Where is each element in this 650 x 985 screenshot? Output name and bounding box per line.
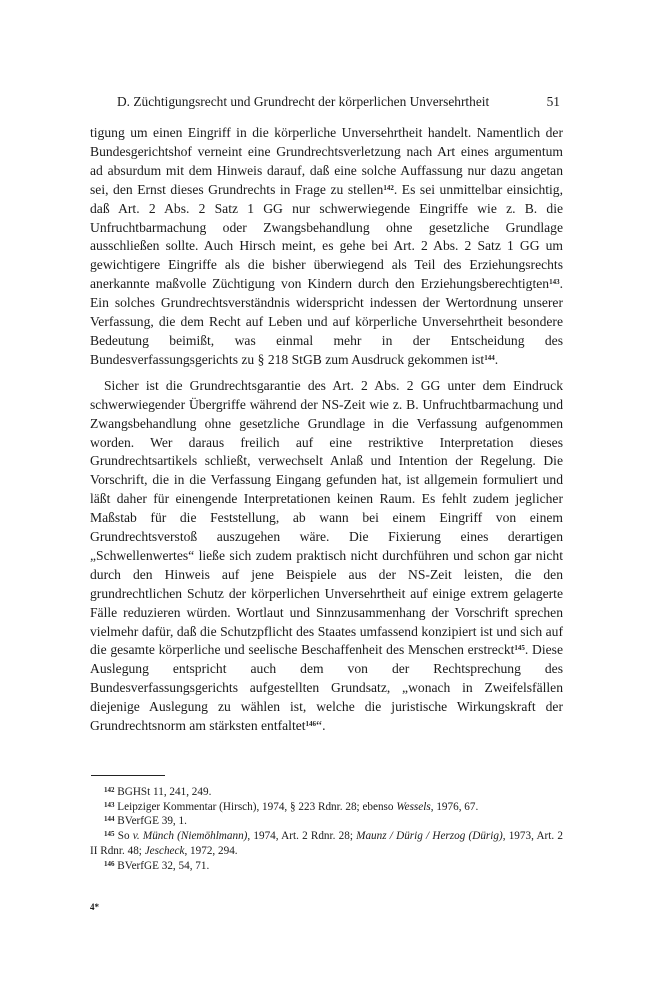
footnote-ref-142[interactable]: 142	[383, 183, 394, 192]
footnote-text: Leipziger Kommentar (Hirsch), 1974, § 223 Rdnr. 28; ebenso	[117, 800, 397, 813]
page-number: 51	[546, 94, 560, 109]
footnote-ref-145[interactable]: 145	[514, 644, 525, 653]
footnote-text: BVerfGE 39, 1.	[117, 815, 187, 828]
footnote-text: BGHSt 11, 241, 249.	[117, 786, 212, 798]
body-text	[90, 124, 563, 736]
footnote-number: 145	[104, 830, 115, 839]
footnote-number: 144	[104, 815, 115, 824]
footnote-author: Maunz / Dürig / Herzog (Dürig)	[356, 830, 503, 843]
running-head	[117, 93, 560, 111]
footnote-text: So	[117, 830, 133, 843]
footnote-146	[90, 859, 563, 874]
footnote-142	[90, 785, 563, 800]
footnote-number: 143	[104, 800, 115, 809]
paragraph-2	[90, 377, 563, 736]
running-head-title: D. Züchtigungsrecht und Grundrecht der körperlichen Unversehrtheit	[117, 94, 490, 109]
paragraph-text: .	[494, 351, 499, 367]
footnote-number: 146	[104, 859, 115, 868]
footnote-text: , 1974, Art. 2 Rdnr. 28;	[247, 830, 357, 843]
paragraph-1	[90, 124, 563, 370]
footnote-text: , 1973, Art. 2 II Rdnr. 48;	[90, 830, 563, 857]
footnote-divider	[91, 775, 165, 776]
footnote-ref-146[interactable]: 146	[305, 720, 317, 729]
footnote-144	[90, 814, 563, 829]
footnote-author: v. Münch (Niemöhlmann)	[132, 830, 248, 843]
paragraph-text: . Diese Auslegung entspricht auch dem von der Rechtsprechung des Bundesverfassungsgerichts aufgestellten Grundsatz, „wonach in Zweifelsfällen diejenige Auslegung zu wählen ist, welche die juristische Wirkungskraft der Grundrechtsnorm am stärksten entfaltet	[90, 642, 564, 734]
footnote-143	[90, 800, 563, 815]
signature-mark: 4*	[90, 902, 99, 912]
footnotes	[90, 785, 563, 873]
footnote-text: BVerfGE 32, 54, 71.	[117, 859, 210, 872]
footnote-author: Jescheck	[144, 844, 185, 857]
footnote-number: 142	[104, 786, 115, 794]
paragraph-text: Sicher ist die Grundrechtsgarantie des Art. 2 Abs. 2 GG unter dem Eindruck schwerwiegender Übergriffe während der NS-Zeit wie z. B. Unfruchtbarmachung und Zwangsbehandlung ohne gesetzliche Grundlage in die Verfassung aufgenommen worden. Wer daraus freilich auf eine restriktive Interpretation dieses Grundrechtsartikels schließt, verwechselt Anlaß und Intention der Regelung. Die Vorschrift, die in die Verfassung Eingang gefunden hat, ist allgemein formuliert und läßt daher für einengende Interpretationen keinen Raum. Es fehlt zudem jeglicher Maßstab für die Feststellung, ab wann bei einem Eingriff von einem Grundrechtsverstoß auszugehen wäre. Die Fixierung eines derartigen „Schwellenwertes“ ließe sich zudem praktisch nicht durchführen und schon gar nicht durch den Hinweis auf jene Beispiele aus der NS-Zeit leisten, die den grundrechtlichen Schutz der körperlichen Unversehrtheit auf einige extrem gelagerte Fälle reduzieren würden. Wortlaut und Sinnzusammenhang der Vorschrift sprechen vielmehr dafür, daß die Schutzpflicht des Staates umfassend konzipiert ist und sich auf die gesamte körperliche und seelische Beschaffenheit des Menschen erstreckt	[90, 377, 563, 658]
footnote-ref-143[interactable]: 143	[549, 278, 560, 287]
footnote-text: , 1976, 67.	[430, 800, 479, 813]
paragraph-text: . Ein solches Grundrechtsverständnis widerspricht indessen der Wertordnung unserer Verfassung, die dem Recht auf Leben und auf körperliche Unversehrtheit besondere Bedeutung beimißt, was einmal mehr in der Entscheidung des Bundesverfassungsgerichts zu § 218 StGB zum Ausdruck gekommen ist	[90, 276, 563, 367]
footnote-145	[90, 829, 563, 858]
paragraph-text: tigung um einen Eingriff in die körperliche Unversehrtheit handelt. Namentlich der Bundesgerichtshof verneint eine Grundrechtsverletzung nach Art eines argumentum ad absurdum mit dem Hinweis darauf, daß eine solche Auffassung nur dazu angetan sei, den Ernst dieses Grundrechts in Frage zu stellen	[90, 125, 563, 197]
footnote-text: , 1972, 294.	[184, 844, 238, 857]
paragraph-text: “.	[316, 718, 326, 734]
paragraph-text: . Es sei unmittelbar einsichtig, daß Art. 2 Abs. 2 Satz 1 GG nur schwerwiegende Eingriffe wie z. B. die Unfruchtbarmachung oder Zwangsbehandlung ohne gesetzliche Grundlage ausschließen sollte. Auch Hirsch meint, es gehe bei Art. 2 Abs. 2 Satz 1 GG um gewichtigere Eingriffe als die bisher überwiegend als Teil des Erziehungsrechts anerkannte maßvolle Züchtigung von Kindern durch den Erziehungsberechtigten	[90, 181, 564, 292]
footnote-ref-144[interactable]: 144	[484, 353, 495, 362]
footnote-author: Wessels	[396, 800, 431, 813]
